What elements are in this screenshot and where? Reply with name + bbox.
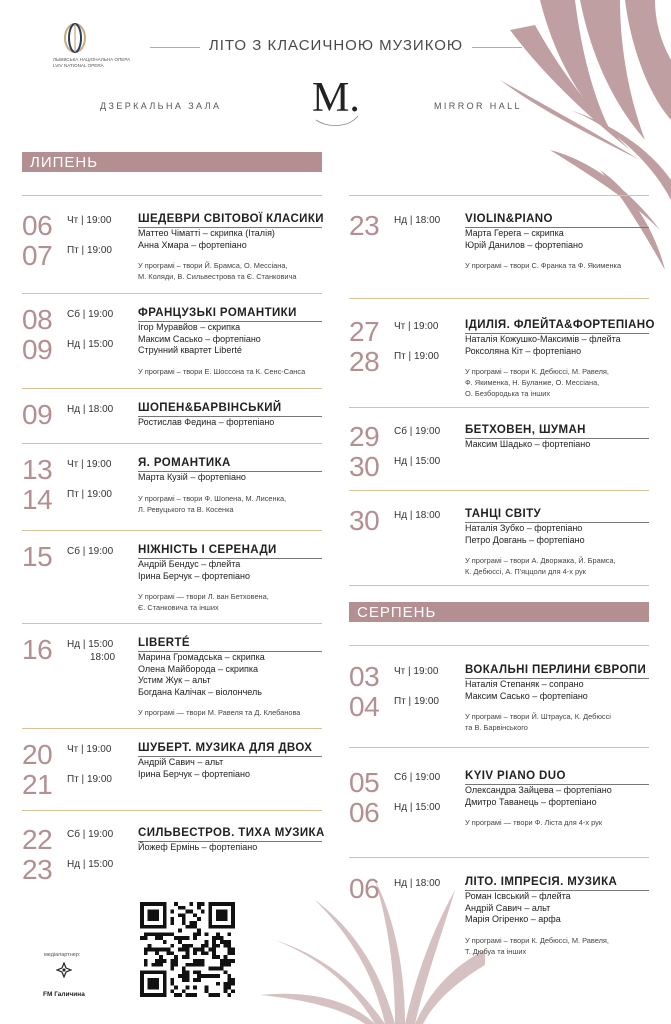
event-datetime	[67, 309, 113, 321]
event-time: 19:00	[413, 696, 439, 707]
event-block[interactable]	[22, 306, 322, 386]
event-datetime	[394, 878, 440, 890]
event-day: 30	[349, 505, 380, 536]
event-title: ШУБЕРТ. МУЗИКА ДЛЯ ДВОХ	[138, 742, 313, 754]
event-title: ШЕДЕВРИ СВІТОВОЇ КЛАСИКИ	[138, 213, 324, 225]
event-weekday: Чт	[67, 215, 79, 226]
event-weekday: Пт	[67, 245, 79, 256]
separator	[349, 747, 649, 748]
media-partner-name: FM Галичина	[43, 991, 85, 998]
performer-line: Богдана Калічак – віолончель	[138, 686, 262, 697]
event-weekday: Сб	[67, 546, 80, 557]
event-weekday: Нд	[394, 878, 408, 889]
program-line: У програмі – твори А. Дворжака, Й. Брамса,	[465, 556, 616, 565]
datetime-divider: |	[405, 666, 414, 677]
event-time: 15:00	[88, 859, 114, 870]
event-weekday: Сб	[394, 772, 407, 783]
event-day: 29	[349, 421, 380, 452]
event-day: 21	[22, 769, 53, 800]
event-title: VIOLIN&PIANO	[465, 213, 553, 225]
event-title: БЕТХОВЕН, ШУМАН	[465, 424, 586, 436]
event-datetime	[67, 339, 113, 351]
event-day: 16	[22, 634, 53, 665]
performer-line: Максим Сасько – фортепіано	[465, 690, 588, 701]
event-weekday: Сб	[67, 829, 80, 840]
program-line: О. Безбородька та інших	[465, 389, 551, 398]
event-time: 19:00	[86, 215, 112, 226]
event-datetime	[394, 456, 440, 468]
datetime-divider: |	[78, 774, 87, 785]
event-performers	[465, 785, 612, 808]
datetime-divider: |	[80, 404, 89, 415]
event-performers	[138, 559, 250, 582]
event-block[interactable]	[22, 456, 322, 536]
performer-line: Маттео Чіматті – скрипка (Італія)	[138, 228, 275, 238]
performer-line: Марія Огіренко – арфа	[465, 914, 561, 924]
opera-emblem-icon	[55, 22, 95, 54]
program-line: Т. Дюбуа та інших	[465, 946, 527, 956]
event-time: 19:00	[86, 459, 112, 470]
event-time: 18:00	[415, 878, 441, 889]
program-line: Є. Станковича та інших	[138, 603, 219, 612]
event-program	[138, 707, 300, 718]
opera-logo	[53, 22, 131, 70]
event-day: 03	[349, 661, 380, 692]
event-day: 04	[349, 691, 380, 722]
event-performers	[138, 322, 261, 357]
event-block[interactable]	[349, 423, 649, 503]
event-time: 15:00	[415, 802, 441, 813]
event-time: 19:00	[88, 546, 114, 557]
event-datetime	[67, 215, 111, 227]
performer-line: Ірина Берчук – фортепіано	[138, 768, 250, 779]
event-weekday: Пт	[67, 489, 79, 500]
event-day: 20	[22, 739, 53, 770]
datetime-divider: |	[78, 245, 87, 256]
event-datetime	[67, 639, 113, 651]
separator	[22, 623, 322, 624]
event-performers	[465, 523, 585, 546]
event-weekday: Чт	[394, 321, 406, 332]
separator	[349, 407, 649, 408]
program-line: У програмі – твори К. Дебюссі, М. Равеля,	[465, 935, 609, 945]
event-program	[465, 817, 602, 828]
event-datetime	[67, 245, 112, 257]
datetime-divider: |	[78, 215, 87, 226]
event-time-second: 18:00	[90, 652, 116, 663]
performer-line: Андрій Бендус – флейта	[138, 559, 241, 569]
program-line: М. Коляди, В. Сильвестрова та Є. Станковича	[138, 272, 297, 281]
program-line: У програмі – твори С. Франка та Ф. Якименка	[465, 261, 622, 270]
event-program	[138, 366, 305, 377]
event-datetime	[394, 772, 440, 784]
separator	[349, 857, 649, 858]
event-title: ІДИЛІЯ. ФЛЕЙТА&ФОРТЕПІАНО	[465, 319, 655, 331]
separator	[349, 645, 649, 646]
event-program	[465, 555, 616, 577]
event-day: 06	[349, 873, 380, 904]
event-weekday: Нд	[67, 404, 81, 415]
datetime-divider: |	[405, 351, 414, 362]
performer-line: Максим Шадько – фортепіано	[465, 439, 591, 449]
event-program	[465, 935, 609, 957]
event-time: 19:00	[415, 426, 441, 437]
month-august-bar: СЕРПЕНЬ	[349, 602, 649, 622]
event-title: ШОПЕН&БАРВІНСЬКИЙ	[138, 402, 282, 414]
event-day: 05	[349, 767, 380, 798]
performer-line: Андрій Савич – альт	[138, 757, 224, 767]
separator	[22, 195, 322, 196]
event-performers	[465, 439, 590, 451]
performer-line: Марта Кузій – фортепіано	[138, 472, 246, 482]
event-weekday: Пт	[394, 351, 406, 362]
datetime-divider: |	[407, 456, 416, 467]
event-weekday: Пт	[394, 696, 406, 707]
event-weekday: Нд	[67, 339, 81, 350]
performer-line: Максим Сасько – фортепіано	[138, 333, 261, 344]
program-line: Ф. Якименка, Н. Буланже, О. Мессіана,	[465, 378, 600, 387]
program-line: Л. Ревуцького та В. Косенка	[138, 504, 234, 514]
event-datetime	[67, 744, 111, 756]
program-line: та В. Барвінського	[465, 723, 528, 732]
event-weekday: Нд	[394, 215, 408, 226]
event-block[interactable]	[22, 212, 322, 292]
event-performers	[465, 228, 583, 251]
event-datetime	[67, 459, 111, 471]
media-partner-logo-icon	[56, 962, 72, 978]
event-title: ТАНЦІ СВІТУ	[465, 508, 542, 520]
event-day: 15	[22, 541, 53, 572]
event-time: 19:00	[86, 245, 112, 256]
event-weekday: Нд	[67, 859, 81, 870]
separator	[22, 293, 322, 294]
datetime-divider: |	[407, 802, 416, 813]
event-datetime	[394, 351, 439, 363]
event-block[interactable]	[349, 663, 649, 743]
event-datetime	[394, 510, 440, 522]
event-program	[465, 711, 611, 733]
event-time: 19:00	[413, 666, 439, 677]
event-datetime	[67, 774, 112, 786]
datetime-divider: |	[79, 546, 89, 557]
event-title: LIBERTÉ	[138, 637, 190, 649]
event-performers	[138, 472, 246, 484]
event-time: 19:00	[88, 309, 114, 320]
event-program	[138, 260, 296, 282]
monogram-text: M.	[312, 75, 360, 121]
event-datetime	[394, 802, 440, 814]
datetime-divider: |	[407, 878, 416, 889]
event-time: 15:00	[88, 639, 114, 650]
datetime-divider: |	[406, 426, 416, 437]
event-program	[465, 366, 609, 399]
event-time: 15:00	[88, 339, 114, 350]
event-weekday: Пт	[67, 774, 79, 785]
separator	[349, 298, 649, 299]
event-day: 30	[349, 451, 380, 482]
event-day: 06	[349, 797, 380, 828]
event-time: 19:00	[86, 489, 112, 500]
event-block[interactable]	[22, 824, 325, 906]
event-day: 13	[22, 454, 53, 485]
event-time: 15:00	[415, 456, 441, 467]
event-performers	[465, 679, 588, 702]
month-july-bar: ЛИПЕНЬ	[22, 152, 322, 172]
performer-line: Наталія Зубко – фортепіано	[465, 523, 583, 533]
event-weekday: Чт	[394, 666, 406, 677]
program-line: У програмі — твори Л. ван Бетховена,	[138, 592, 269, 601]
event-performers	[465, 334, 621, 357]
event-time: 19:00	[413, 351, 439, 362]
page-title: ЛІТО З КЛАСИЧНОЮ МУЗИКОЮ	[208, 37, 464, 54]
datetime-divider: |	[78, 489, 87, 500]
event-block[interactable]	[349, 769, 649, 849]
event-time: 18:00	[88, 404, 114, 415]
event-weekday: Чт	[67, 459, 79, 470]
performer-line: Струнний квартет Liberté	[138, 345, 242, 355]
program-line: У програмі – твори Ф. Шопена, М. Лисенка,	[138, 493, 287, 503]
program-line: У програмі – твори Й. Штрауса, К. Дебюссі	[465, 712, 611, 721]
event-block[interactable]	[22, 636, 322, 716]
event-program	[138, 493, 286, 515]
event-block[interactable]	[349, 316, 655, 398]
event-time: 18:00	[415, 510, 441, 521]
performer-line: Андрій Савич – альт	[465, 902, 551, 913]
title-rule-right	[472, 47, 522, 48]
event-performers	[138, 757, 250, 780]
event-datetime	[67, 829, 113, 841]
event-datetime	[394, 215, 440, 227]
datetime-divider: |	[405, 696, 414, 707]
program-line: У програмі – твори Е. Шоссона та К. Сенс-Санса	[138, 366, 306, 376]
mirror-hall-logo	[308, 76, 364, 128]
program-line: У програмі — твори Ф. Ліста для 4-х рук	[465, 818, 603, 827]
datetime-divider: |	[80, 639, 89, 650]
datetime-divider: |	[78, 459, 87, 470]
qr-code[interactable]	[140, 902, 235, 997]
event-weekday: Нд	[394, 510, 408, 521]
event-performers	[138, 228, 275, 251]
event-time: 19:00	[415, 772, 441, 783]
performer-line: Йожеф Ермінь – фортепіано	[138, 842, 258, 852]
performer-line: Ірина Берчук – фортепіано	[138, 570, 250, 581]
event-title: НІЖНІСТЬ І СЕРЕНАДИ	[138, 544, 277, 556]
event-day: 28	[349, 346, 380, 377]
separator	[349, 195, 649, 196]
performer-line: Дмитро Таванець – фортепіано	[465, 796, 597, 807]
event-day: 07	[22, 240, 53, 271]
hall-name-ukrainian: ДЗЕРКАЛЬНА ЗАЛА	[100, 101, 222, 111]
datetime-divider: |	[79, 309, 89, 320]
event-day: 22	[22, 824, 53, 855]
event-block[interactable]	[22, 543, 322, 623]
performer-line: Олена Майборода – скрипка	[138, 663, 258, 674]
event-block[interactable]	[22, 741, 322, 821]
performer-line: Наталія Степаняк – сопрано	[465, 679, 584, 689]
event-day: 14	[22, 484, 53, 515]
performer-line: Ростислав Федина – фортепіано	[138, 417, 275, 427]
event-weekday: Сб	[67, 309, 80, 320]
event-day: 09	[22, 334, 53, 365]
event-time: 19:00	[86, 744, 112, 755]
event-title: KYIV PIANO DUO	[465, 770, 566, 782]
datetime-divider: |	[78, 744, 87, 755]
performer-line: Устим Жук – альт	[138, 675, 211, 685]
event-day: 23	[349, 210, 380, 241]
monogram-swoosh-icon	[308, 76, 364, 128]
datetime-divider: |	[405, 321, 414, 332]
performer-line: Олександра Зайцева – фортепіано	[465, 785, 612, 795]
event-time: 19:00	[86, 774, 112, 785]
separator	[22, 728, 322, 729]
performer-line: Марина Громадська – скрипка	[138, 652, 265, 662]
event-datetime	[67, 859, 113, 871]
event-title: ФРАНЦУЗЬКІ РОМАНТИКИ	[138, 307, 297, 319]
event-title: ЛІТО. ІМПРЕСІЯ. МУЗИКА	[465, 876, 618, 888]
datetime-divider: |	[79, 829, 89, 840]
performer-line: Марта Герега – скрипка	[465, 228, 564, 238]
program-line: К. Дебюссі, А. П'яццоли для 4-х рук	[465, 567, 586, 576]
event-performers	[465, 891, 571, 926]
event-time: 19:00	[413, 321, 439, 332]
event-weekday: Нд	[394, 802, 408, 813]
event-datetime	[67, 404, 113, 416]
event-datetime	[394, 321, 438, 333]
hall-name-english: MIRROR HALL	[434, 101, 522, 111]
event-datetime	[394, 696, 439, 708]
performer-line: Роксоляна Кіт – фортепіано	[465, 345, 582, 356]
performer-line: Анна Хмара – фортепіано	[138, 239, 247, 250]
media-partner-label: медіапартнер:	[44, 952, 81, 958]
event-program	[465, 260, 621, 271]
event-title: Я. РОМАНТИКА	[138, 457, 231, 469]
event-weekday: Чт	[67, 744, 79, 755]
event-day: 23	[22, 854, 53, 885]
event-performers	[138, 842, 257, 854]
event-block[interactable]	[349, 875, 649, 955]
datetime-divider: |	[80, 859, 89, 870]
event-title: СИЛЬВЕСТРОВ. ТИХА МУЗИКА	[138, 827, 325, 839]
datetime-divider: |	[407, 215, 416, 226]
performer-line: Наталія Кожушко-Максимів – флейта	[465, 334, 621, 344]
program-line: У програмі – твори Й. Брамса, О. Мессіана,	[138, 261, 288, 270]
program-line: У програмі — твори М. Равеля та Д. Клебанова	[138, 708, 301, 717]
datetime-divider: |	[406, 772, 416, 783]
event-performers	[138, 417, 274, 429]
performer-line: Петро Довгань – фортепіано	[465, 534, 585, 545]
performer-line: Ігор Муравйов – скрипка	[138, 322, 241, 332]
datetime-divider: |	[80, 339, 89, 350]
event-weekday: Нд	[394, 456, 408, 467]
opera-logo-line1: ЛЬВІВСЬКА НАЦІОНАЛЬНА ОПЕРА	[53, 57, 131, 62]
event-datetime	[394, 426, 440, 438]
program-line: У програмі – твори К. Дебюссі, М. Равеля,	[465, 367, 609, 376]
event-day: 09	[22, 399, 53, 430]
event-datetime	[394, 666, 438, 678]
opera-logo-line2: LVIV NATIONAL OPERA	[53, 63, 104, 68]
event-time: 19:00	[88, 829, 114, 840]
datetime-divider: |	[407, 510, 416, 521]
event-datetime	[67, 489, 112, 501]
event-time: 18:00	[415, 215, 441, 226]
event-title: ВОКАЛЬНІ ПЕРЛИНИ ЄВРОПИ	[465, 664, 647, 676]
event-datetime	[67, 546, 113, 558]
event-day: 08	[22, 304, 53, 335]
performer-line: Юрій Данилов – фортепіано	[465, 239, 583, 250]
event-day: 27	[349, 316, 380, 347]
event-day: 06	[22, 210, 53, 241]
event-performers	[138, 652, 265, 698]
performer-line: Роман Ісвський – флейта	[465, 891, 571, 901]
event-weekday: Нд	[67, 639, 81, 650]
event-block[interactable]	[349, 507, 649, 587]
event-block[interactable]	[349, 212, 649, 292]
event-program	[138, 591, 269, 613]
separator	[22, 388, 322, 389]
event-weekday: Сб	[394, 426, 407, 437]
